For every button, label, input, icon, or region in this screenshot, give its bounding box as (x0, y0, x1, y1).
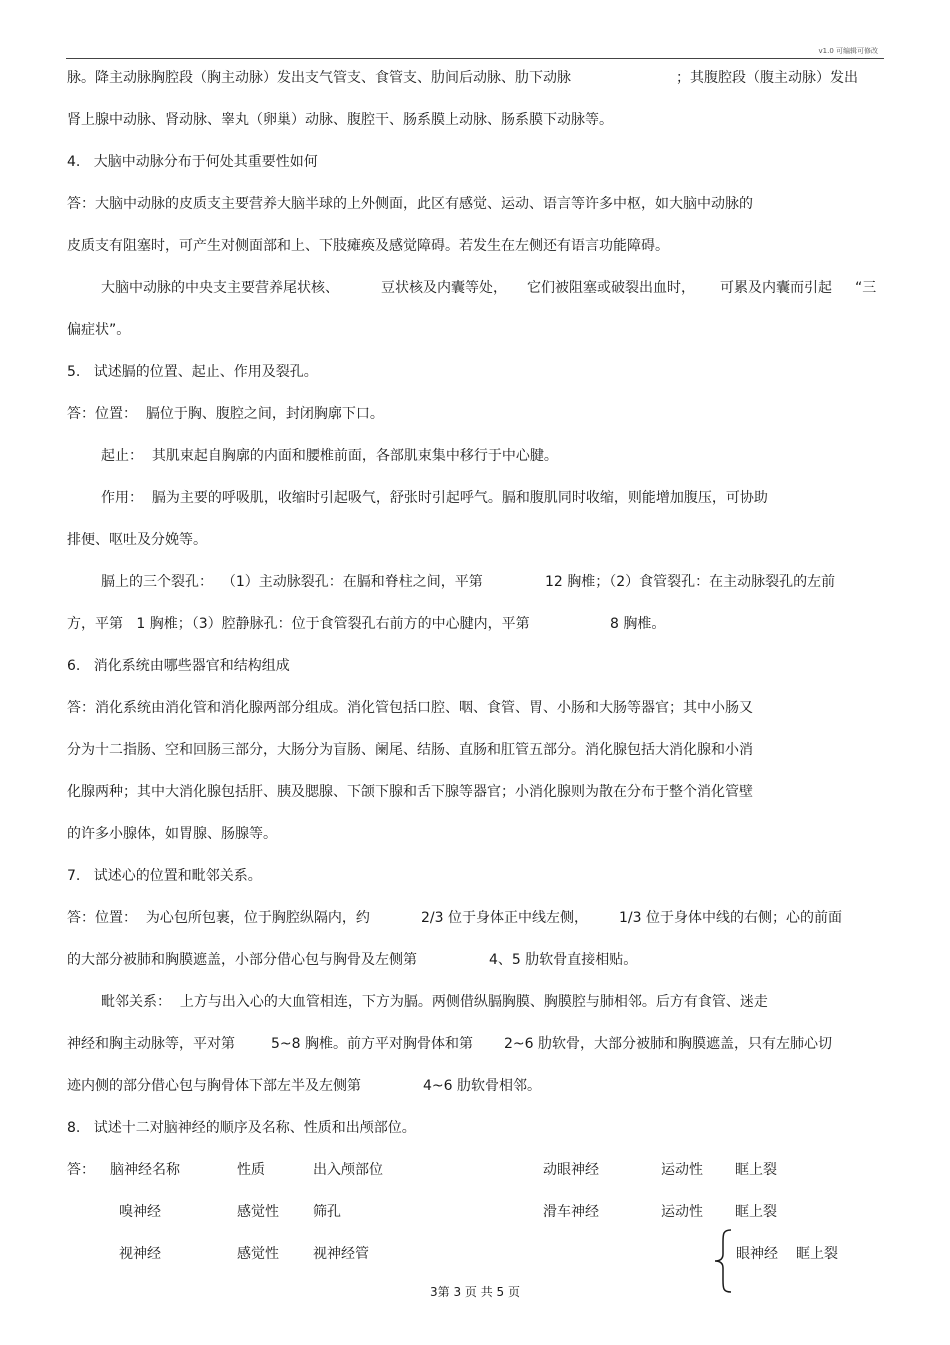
text-line: 答：大脑中动脉的皮质支主要营养大脑半球的上外侧面，此区有感觉、运动、语言等许多中枢，如大脑中动脉的 (67, 196, 753, 212)
text-line: ；其腹腔段（腹主动脉）发出 (676, 70, 858, 86)
table-cell: 眶上裂 (735, 1204, 777, 1220)
table-cell: 感觉性 (237, 1204, 279, 1220)
version-note: v1.0 可编辑可修改 (818, 47, 878, 55)
page-number: 3第 3 页 共 5 页 (430, 1285, 520, 1299)
table-cell: 感觉性 (237, 1246, 279, 1262)
text-line: 膈上的三个裂孔： （1）主动脉裂孔：在膈和脊柱之间，平第 (101, 574, 483, 590)
table-cell: 眶上裂 (735, 1162, 777, 1178)
text-line: 的许多小腺体，如胃腺、肠腺等。 (67, 826, 277, 842)
text-line: 起止： 其肌束起自胸廓的内面和腰椎前面，各部肌束集中移行于中心腱。 (101, 448, 558, 464)
table-cell: 筛孔 (313, 1204, 341, 1220)
text-line: 8 胸椎。 (610, 616, 666, 632)
text-line: 答：位置： 膈位于胸、腹腔之间，封闭胸廓下口。 (67, 406, 384, 422)
text-line: 化腺两种；其中大消化腺包括肝、胰及腮腺、下颌下腺和舌下腺等器官；小消化腺则为散在分布于整个消化管壁 (67, 784, 753, 800)
table-cell: 视神经管 (313, 1246, 369, 1262)
text-line: 它们被阻塞或破裂出血时， (527, 280, 695, 296)
text-line: 排便、呕吐及分娩等。 (67, 532, 207, 548)
table-cell: 嗅神经 (119, 1204, 161, 1220)
text-line: 肾上腺中动脉、肾动脉、睾丸（卵巢）动脉、腹腔干、肠系膜上动脉、肠系膜下动脉等。 (67, 112, 613, 128)
text-line: 4~6 肋软骨相邻。 (423, 1078, 541, 1094)
table-header-name: 脑神经名称 (110, 1162, 180, 1178)
question-heading: 6. 消化系统由哪些器官和结构组成 (67, 658, 290, 674)
text-line: 答：消化系统由消化管和消化腺两部分组成。消化管包括口腔、咽、食管、胃、小肠和大肠等器官；其中小肠又 (67, 700, 753, 716)
text-line: 2/3 位于身体正中线左侧， (421, 910, 588, 926)
answer-prefix: 答： (67, 1162, 95, 1178)
text-line: 2~6 肋软骨，大部分被肺和胸膜遮盖，只有左肺心切 (504, 1036, 832, 1052)
text-line: 可累及内囊而引起 (720, 280, 832, 296)
text-line: 1/3 位于身体中线的右侧；心的前面 (619, 910, 842, 926)
text-line: 分为十二指肠、空和回肠三部分，大肠分为盲肠、阑尾、结肠、直肠和肛管五部分。消化腺包括大消化腺和小消 (67, 742, 753, 758)
text-line: 的大部分被肺和胸膜遮盖，小部分借心包与胸骨及左侧第 (67, 952, 417, 968)
table-header-exit: 出入颅部位 (313, 1162, 383, 1178)
text-line: 皮质支有阻塞时，可产生对侧面部和上、下肢瘫痪及感觉障碍。若发生在左侧还有语言功能障碍。 (67, 238, 669, 254)
table-cell: 眶上裂 (796, 1246, 838, 1262)
text-line: 迹内侧的部分借心包与胸骨体下部左半及左侧第 (67, 1078, 361, 1094)
text-line: 作用： 膈为主要的呼吸肌，收缩时引起吸气，舒张时引起呼气。膈和腹肌同时收缩，则能增加腹压，可协助 (101, 490, 768, 506)
text-line: 4、5 肋软骨直接相贴。 (489, 952, 638, 968)
table-cell: 动眼神经 (543, 1162, 599, 1178)
question-heading: 4. 大脑中动脉分布于何处其重要性如何 (67, 154, 318, 170)
table-cell: 运动性 (661, 1204, 703, 1220)
text-line: 12 胸椎；（2）食管裂孔：在主动脉裂孔的左前 (545, 574, 836, 590)
table-cell: 运动性 (661, 1162, 703, 1178)
text-line: 方，平第 1 胸椎；（3）腔静脉孔：位于食管裂孔右前方的中心腱内，平第 (67, 616, 530, 632)
question-heading: 8. 试述十二对脑神经的顺序及名称、性质和出颅部位。 (67, 1120, 416, 1136)
question-heading: 5. 试述膈的位置、起止、作用及裂孔。 (67, 364, 318, 380)
text-line: 脉。降主动脉胸腔段（胸主动脉）发出支气管支、食管支、肋间后动脉、肋下动脉 (67, 70, 571, 86)
text-line: “三 (855, 280, 877, 296)
text-line: 答：位置： 为心包所包裹，位于胸腔纵隔内，约 (67, 910, 370, 926)
table-cell: 滑车神经 (543, 1204, 599, 1220)
text-line: 神经和胸主动脉等，平对第 (67, 1036, 235, 1052)
table-cell: 眼神经 (736, 1246, 778, 1262)
text-line: 大脑中动脉的中央支主要营养尾状核、 (101, 280, 339, 296)
table-cell: 视神经 (119, 1246, 161, 1262)
table-header-nature: 性质 (237, 1162, 265, 1178)
text-line: 毗邻关系： 上方与出入心的大血管相连，下方为膈。两侧借纵膈胸膜、胸膜腔与肺相邻。后方有食管、迷走 (101, 994, 768, 1010)
text-line: 豆状核及内囊等处， (381, 280, 507, 296)
text-line: 5~8 胸椎。前方平对胸骨体和第 (271, 1036, 473, 1052)
text-line: 偏症状”。 (67, 322, 131, 338)
header-rule (66, 58, 884, 59)
question-heading: 7. 试述心的位置和毗邻关系。 (67, 868, 262, 884)
